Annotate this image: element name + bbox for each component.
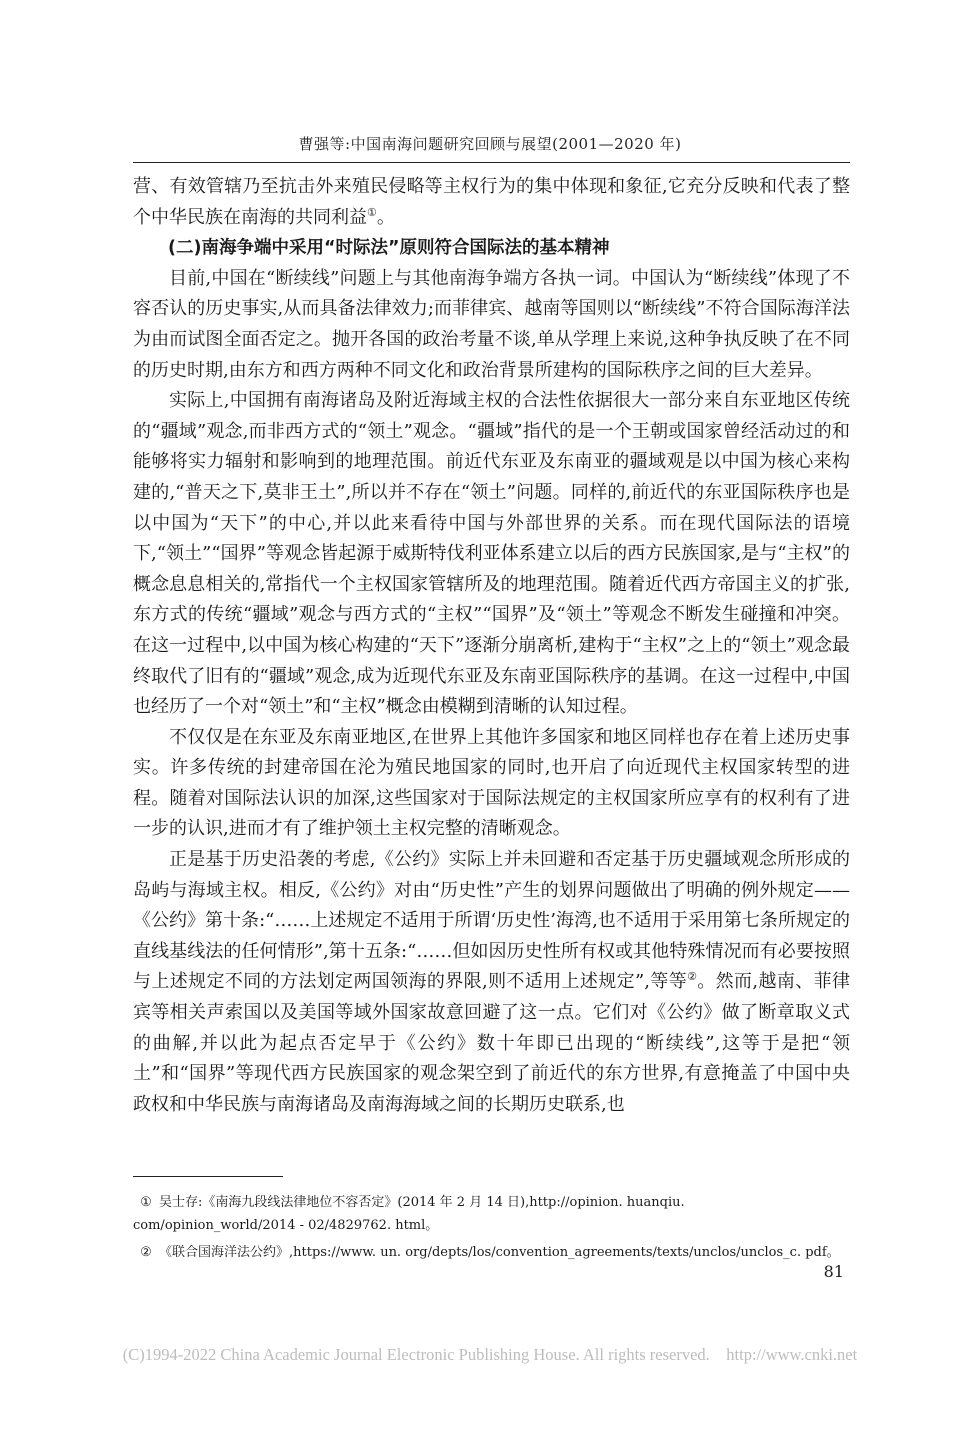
paragraph-text: 。然而,越南、菲律宾等相关声索国以及美国等域外国家故意回避了这一点。它们对《公约》做了断章取义式的曲解,并以此为起点否定早于《公约》数十年即已出现的“断续线”,这等于是把“领土”和“国界”等现代西方民族国家的观念架空到了前近代的东方世界,有意掩盖了中国中央政权和中华民族与南海诸岛及南海海域之间的长期历史联系,也 bbox=[133, 971, 850, 1115]
footnote-mark: ② bbox=[140, 1245, 152, 1260]
copyright-watermark: (C)1994-2022 China Academic Journal Electronic Publishing House. All rights reserved. http://www.cnki.net bbox=[122, 1345, 858, 1364]
footnote-text: 《联合国海洋法公约》,https://www. un. org/depts/los/convention_agreements/texts/unclos/unclos_c. pdf。 bbox=[159, 1245, 840, 1260]
paragraph: 实际上,中国拥有南海诸岛及附近海域主权的合法性依据很大一部分来自东亚地区传统的“疆域”观念,而非西方式的“领土”观念。“疆域”指代的是一个王朝或国家曾经活动过的和能够将实力辐射和影响到的地理范围。前近代东亚及东南亚的疆域观是以中国为核心来构建的,“普天之下,莫非王土”,所以并不存在“领土”问题。同样的,前近代的东亚国际秩序也是以中国为“天下”的中心,并以此来看待中国与外部世界的关系。而在现代国际法的语境下,“领土”“国界”等观念皆起源于威斯特伐利亚体系建立以后的西方民族国家,是与“主权”的概念息息相关的,常指代一个主权国家管辖所及的地理范围。随着近代西方帝国主义的扩张,东方式的传统“疆域”观念与西方式的“主权”“国界”及“领土”等观念不断发生碰撞和冲突。在这一过程中,以中国为核心构建的“天下”逐渐分崩离析,建构于“主权”之上的“领土”观念最终取代了旧有的“疆域”观念,成为近现代东亚及东南亚国际秩序的基调。在这一过程中,中国也经历了一个对“领土”和“主权”概念由模糊到清晰的认知过程。 bbox=[133, 390, 850, 718]
footnote-ref-2[interactable]: ② bbox=[687, 970, 698, 984]
paragraph-text: 正是基于历史沿袭的考虑,《公约》实际上并未回避和否定基于历史疆域观念所形成的岛屿与海域主权。相反,《公约》对由“历史性”产生的划界问题做出了明确的例外规定——《公约》第十条:“……上述规定不适用于所谓‘历史性’海湾,也不适用于采用第七条所规定的直线基线法的任何情形”,第十五条:“……但如因历史性所有权或其他特殊情况而有必要按照与上述规定不同的方法划定两国领海的界限,则不适用上述规定”,等等 bbox=[133, 849, 850, 993]
paragraph: 不仅仅是在东亚及东南亚地区,在世界上其他许多国家和地区同样也存在着上述历史事实。许多传统的封建帝国在沦为殖民地国家的同时,也开启了向近现代主权国家转型的进程。随着对国际法认识的加深,这些国家对于国际法规定的主权国家所应享有的权利有了进一步的认识,进而才有了维护领土主权完整的清晰观念。 bbox=[133, 726, 850, 840]
article-body bbox=[133, 172, 850, 1120]
paragraph: 目前,中国在“断续线”问题上与其他南海争端方各执一词。中国认为“断续线”体现了不容否认的历史事实,从而具备法律效力;而菲律宾、越南等国则以“断续线”不符合国际海洋法为由而试图全面否定之。抛开各国的政治考量不谈,单从学理上来说,这种争执反映了在不同的历史时期,由东方和西方两种不同文化和政治背景所建构的国际秩序之间的巨大差异。 bbox=[133, 267, 850, 381]
footnote-divider bbox=[133, 1176, 283, 1177]
footnotes bbox=[133, 1191, 850, 1268]
footnote-text: 吴士存:《南海九段线法律地位不容否定》(2014 年 2 月 14 日),http://opinion. huanqiu. com/opinion_world/2014 - 02/4829762. html。 bbox=[133, 1195, 685, 1233]
footnote bbox=[133, 1191, 850, 1237]
paragraph bbox=[133, 845, 850, 1120]
header-divider bbox=[133, 162, 850, 163]
page-number: 81 bbox=[823, 1262, 844, 1281]
paragraph-text: 营、有效管辖乃至抗击外来殖民侵略等主权行为的集中体现和象征,它充分反映和代表了整个中华民族在南海的共同利益 bbox=[133, 176, 850, 228]
footnote-ref-1[interactable]: ① bbox=[367, 205, 377, 219]
section-heading: (二)南海争端中采用“时际法”原则符合国际法的基本精神 bbox=[168, 238, 610, 259]
running-head: 曹强等:中国南海问题研究回顾与展望(2001—2020 年) bbox=[298, 135, 682, 153]
paragraph-continued: 营、有效管辖乃至抗击外来殖民侵略等主权行为的集中体现和象征,它充分反映和代表了整个中华民族在南海的共同利益①。 bbox=[133, 176, 850, 228]
footnote bbox=[133, 1241, 850, 1264]
footnote-mark: ① bbox=[140, 1195, 152, 1210]
